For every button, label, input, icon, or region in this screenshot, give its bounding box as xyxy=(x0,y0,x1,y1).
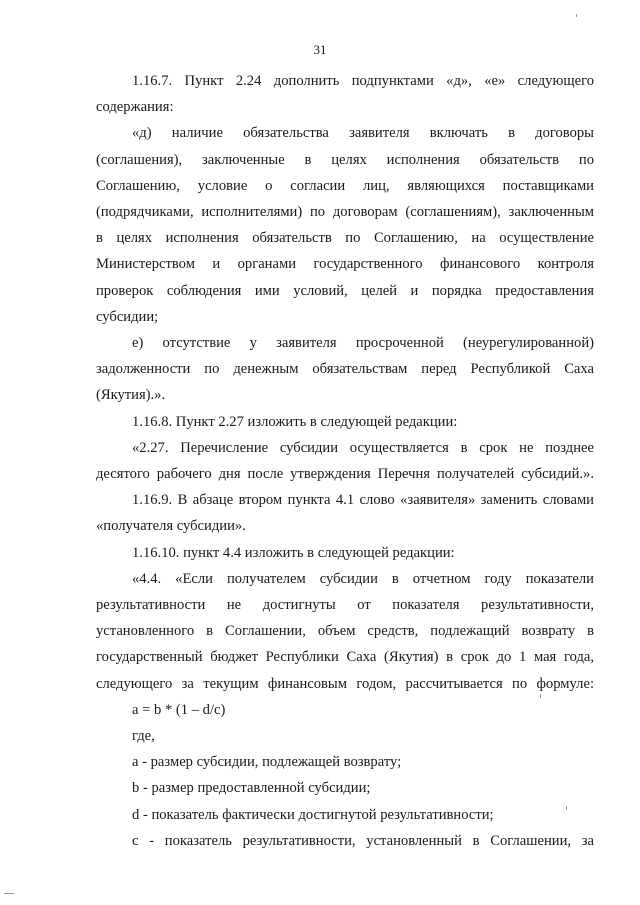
text-line: 1.16.8. Пункт 2.27 изложить в следующей редакции: xyxy=(132,413,458,430)
text-line: десятого рабочего дня после утверждения Перечня получателей субсидий.». xyxy=(96,466,594,483)
text-line: в целях исполнения обязательств по Соглашению, на осуществление xyxy=(96,230,594,247)
text-line: государственный бюджет Республики Саха (Якутия) в срок до 1 мая года, xyxy=(96,649,594,666)
text-line: (подрядчиками, исполнителями) по договорам (соглашениям), заключенным xyxy=(96,204,594,221)
text-line: Министерством и органами государственного финансового контроля xyxy=(96,256,594,273)
text-line: d - показатель фактически достигнутой результативности; xyxy=(132,806,494,823)
page-number: 31 xyxy=(313,42,327,57)
text-line: задолженности по денежным обязательствам перед Республикой Саха xyxy=(96,361,594,378)
scan-mark xyxy=(576,14,577,17)
text-line: «д) наличие обязательства заявителя включать в договоры xyxy=(132,125,594,142)
document-body xyxy=(96,68,594,854)
text-line: «4.4. «Если получателем субсидии в отчетном году показатели xyxy=(132,570,594,587)
text-line: b - размер предоставленной субсидии; xyxy=(132,780,371,797)
text-line: c - показатель результативности, установленный в Соглашении, за xyxy=(132,832,594,849)
scan-mark xyxy=(4,893,14,894)
text-line: «получателя субсидии». xyxy=(96,518,246,535)
text-line: е) отсутствие у заявителя просроченной (неурегулированной) xyxy=(132,335,594,352)
text-line: 1.16.7. Пункт 2.24 дополнить подпунктами «д», «е» следующего xyxy=(132,73,594,89)
text-line: 1.16.9. В абзаце втором пункта 4.1 слово «заявителя» заменить словами xyxy=(132,492,594,509)
text-line: установленного в Соглашении, объем средств, подлежащий возврату в xyxy=(96,623,594,640)
scan-mark xyxy=(540,694,541,698)
text-line: следующего за текущим финансовым годом, рассчитывается по формуле: xyxy=(96,675,594,692)
text-line: проверок соблюдения ими условий, целей и порядка предоставления xyxy=(96,282,594,299)
scan-mark xyxy=(566,806,567,810)
text-line: где, xyxy=(132,728,155,745)
text-line: «2.27. Перечисление субсидии осуществляется в срок не позднее xyxy=(132,439,594,456)
text-line: (соглашения), заключенные в целях исполнения обязательств по xyxy=(96,151,594,168)
text-line: результативности не достигнуты от показателя результативности, xyxy=(96,597,594,614)
text-line: содержания: xyxy=(96,99,174,116)
text-line: (Якутия).». xyxy=(96,387,166,404)
text-line: a = b * (1 – d/c) xyxy=(132,701,226,718)
text-line: Соглашению, условие о согласии лиц, являющихся поставщиками xyxy=(96,177,594,194)
text-line: субсидии; xyxy=(96,308,159,325)
text-line: 1.16.10. пункт 4.4 изложить в следующей редакции: xyxy=(132,544,455,561)
text-line: a - размер субсидии, подлежащей возврату; xyxy=(132,754,402,771)
